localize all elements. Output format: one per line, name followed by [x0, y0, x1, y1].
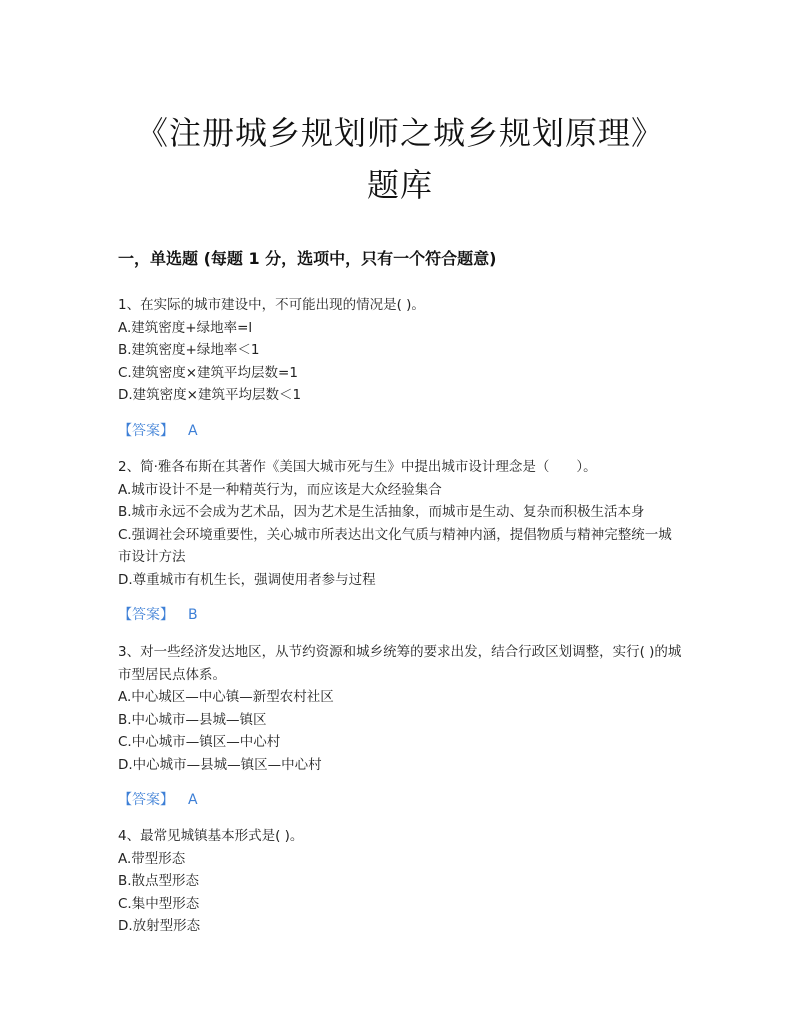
question-4 — [118, 825, 684, 938]
option-b: B.中心城市—县城—镇区 — [118, 711, 267, 728]
option-b: B.散点型形态 — [118, 873, 200, 889]
question-stem: 4、最常见城镇基本形式是( )。 — [118, 828, 304, 844]
option-d: D.放射型形态 — [118, 918, 201, 934]
question-stem: 3、对一些经济发达地区，从节约资源和城乡统筹的要求出发，结合行政区划调整，实行( )的城市型居民点体系。 — [118, 644, 682, 683]
question-stem: 1、在实际的城市建设中，不可能出现的情况是( )。 — [118, 297, 425, 313]
answer-label: 【答案】 — [118, 792, 174, 808]
option-c: C.强调社会环境重要性，关心城市所表达出文化气质与精神内涵，提倡物质与精神完整统一城市设计方法 — [118, 526, 672, 565]
option-c: C.集中型形态 — [118, 895, 200, 912]
option-b: B.城市永远不会成为艺术品，因为艺术是生活抽象，而城市是生动、复杂而积极生活本身 — [118, 504, 645, 520]
document-title-line2: 题库 — [366, 166, 433, 204]
option-b: B.建筑密度+绿地率＜1 — [118, 342, 260, 358]
answer-row — [118, 420, 684, 442]
option-a: A.城市设计不是一种精英行为，而应该是大众经验集合 — [118, 481, 442, 498]
question-stem: 2、简·雅各布斯在其著作《美国大城市死与生》中提出城市设计理念是（ ）。 — [118, 459, 597, 475]
question-3 — [118, 641, 684, 811]
option-d: D.中心城市—县城—镇区—中心村 — [118, 756, 322, 773]
option-a: A.带型形态 — [118, 850, 186, 867]
answer-value: A — [188, 422, 198, 439]
answer-value: B — [188, 607, 198, 623]
option-c: C.建筑密度×建筑平均层数=1 — [118, 364, 298, 381]
answer-value: A — [188, 792, 198, 808]
option-d: D.尊重城市有机生长，强调使用者参与过程 — [118, 571, 376, 588]
option-c: C.中心城市—镇区—中心村 — [118, 734, 281, 750]
section-heading: 一，单选题 (每题 1 分，选项中，只有一个符合题意) — [118, 249, 497, 268]
question-2 — [118, 456, 684, 626]
question-1 — [118, 294, 684, 442]
option-a: A.中心城区—中心镇—新型农村社区 — [118, 689, 334, 705]
option-a: A.建筑密度+绿地率=l — [118, 319, 253, 336]
option-d: D.建筑密度×建筑平均层数＜1 — [118, 387, 302, 403]
answer-row — [118, 789, 684, 811]
document-title-line1: 《注册城乡规划师之城乡规划原理》 — [135, 114, 664, 152]
answer-label: 【答案】 — [118, 422, 174, 439]
answer-label: 【答案】 — [118, 607, 174, 623]
answer-row — [118, 604, 684, 626]
